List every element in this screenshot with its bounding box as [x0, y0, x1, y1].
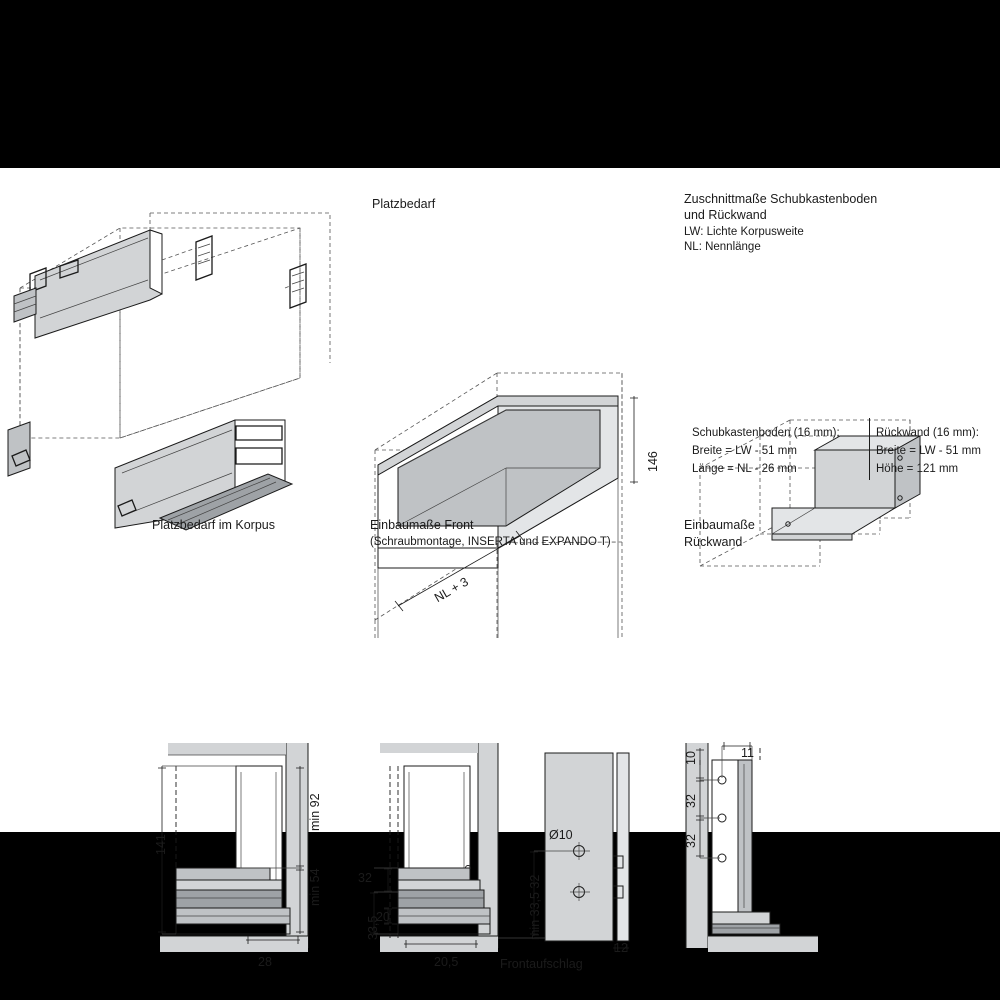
exploded-assembly-drawing — [8, 213, 330, 530]
dim-146: 146 — [646, 451, 660, 472]
dim-nl-plus-3: NL + 3 — [432, 574, 471, 606]
dim-front-12: 12 — [614, 941, 628, 955]
back-mounting-section — [686, 742, 818, 952]
dim-back-32-top: 32 — [684, 794, 698, 808]
back-panel-heading: Rückwand (16 mm): — [876, 427, 979, 439]
dim-front-hole: Ø10 — [549, 828, 573, 842]
label-einbaumasse-rueckwand-2: Rückwand — [684, 535, 743, 549]
label-einbaumasse-front-sub: (Schraubmontage, INSERTA und EXPANDO T) — [370, 536, 611, 548]
label-einbaumasse-front: Einbaumaße Front — [370, 518, 474, 532]
label-platzbedarf: Platzbedarf — [372, 197, 436, 211]
space-in-cabinet-section — [158, 743, 308, 952]
back-panel-line2: Höhe = 121 mm — [876, 463, 959, 475]
technical-drawing-sheet — [0, 168, 1000, 971]
dim-front-20: 20 — [376, 910, 390, 924]
back-panel-line1: Breite = LW - 51 mm — [876, 445, 981, 457]
legend-nl: NL: Nennlänge — [684, 241, 761, 253]
dim-back-11: 11 — [741, 746, 754, 760]
space-required-drawing — [375, 373, 638, 638]
front-mounting-section — [370, 743, 629, 952]
label-zuschnitt-line2: und Rückwand — [684, 208, 767, 222]
dim-back-32-bottom: 32 — [684, 834, 698, 848]
label-platzbedarf-korpus: Platzbedarf im Korpus — [152, 518, 275, 532]
dim-front-32: 32 — [358, 871, 372, 885]
label-frontaufschlag: Frontaufschlag — [500, 957, 583, 971]
dim-front-33-5: 33,5 — [366, 915, 380, 940]
dim-front-min-33-5-32: min 33,5 32 — [528, 874, 542, 940]
panel-divider — [869, 418, 870, 480]
bottom-panel-line1: Breite = LW - 51 mm — [692, 445, 797, 457]
bottom-panel-line2: Länge = NL - 26 mm — [692, 463, 797, 475]
legend-lw: LW: Lichte Korpusweite — [684, 226, 804, 238]
label-einbaumasse-rueckwand-1: Einbaumaße — [684, 518, 755, 532]
bottom-panel-heading: Schubkastenboden (16 mm): — [692, 427, 840, 439]
dim-141: 141 — [154, 834, 168, 855]
dim-min-54: min 54 — [308, 868, 322, 906]
dim-min-92: min 92 — [308, 793, 322, 831]
dim-28: 28 — [258, 955, 272, 969]
dim-back-10: 10 — [684, 751, 698, 765]
dim-front-20-5: 20,5 — [434, 955, 459, 969]
drawing-canvas — [0, 168, 1000, 832]
label-zuschnitt-line1: Zuschnittmaße Schubkastenboden — [684, 192, 878, 206]
